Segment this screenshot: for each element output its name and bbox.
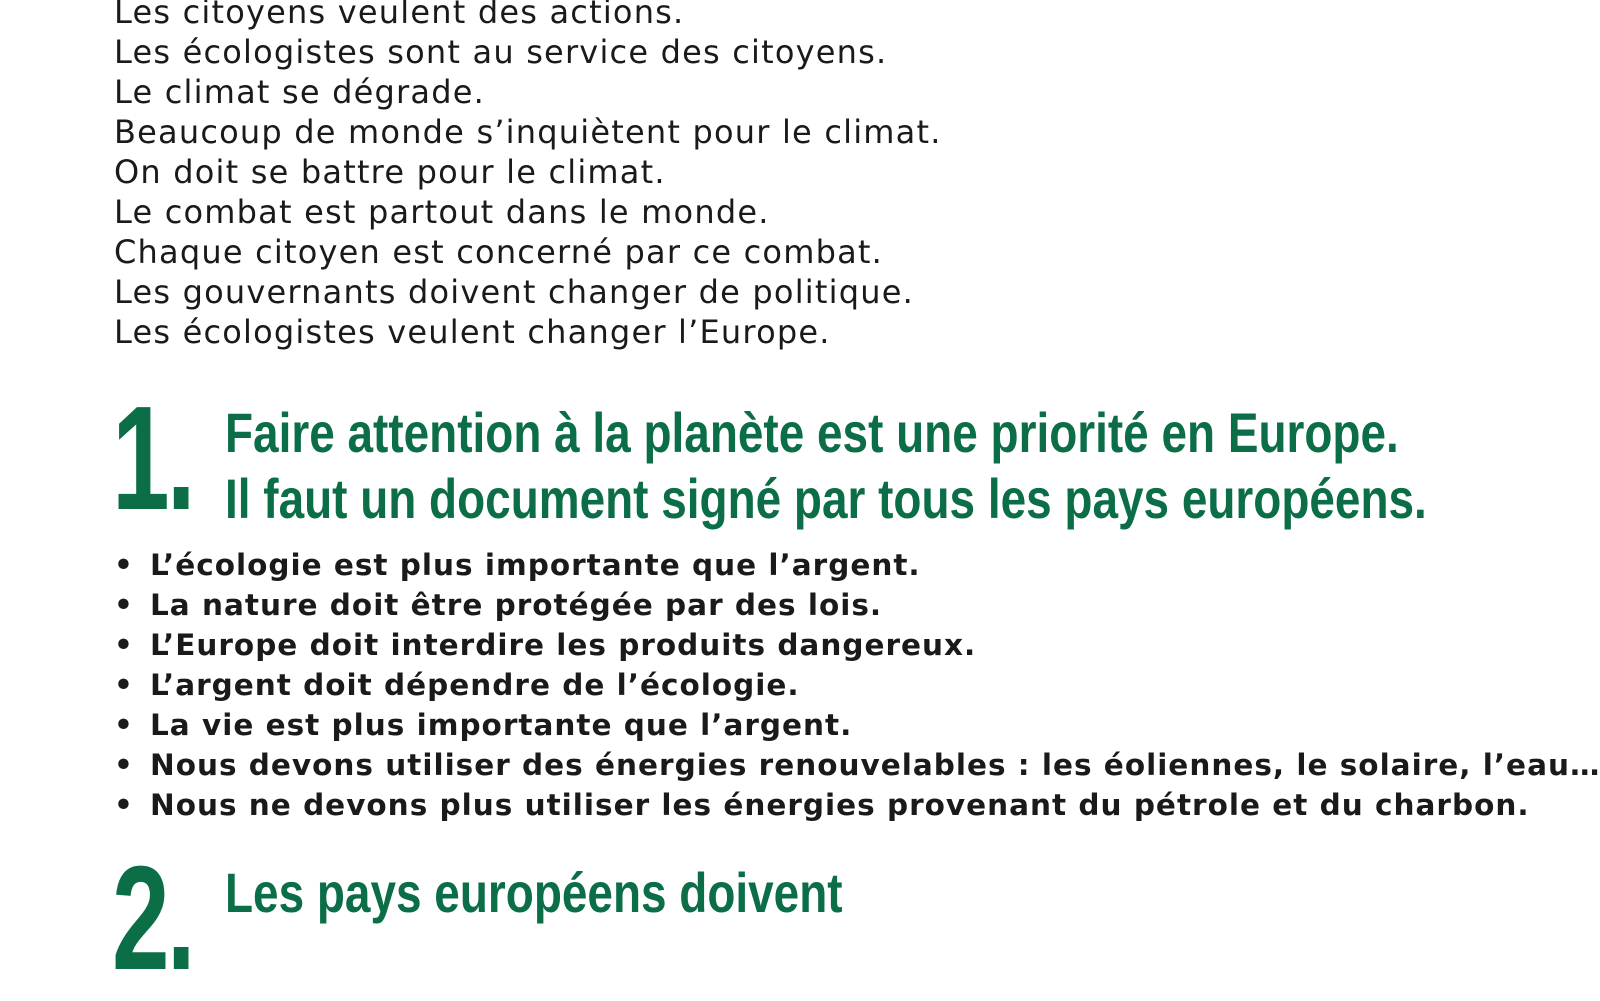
- bullet-icon: •: [114, 748, 134, 782]
- list-item-text: Nous devons utiliser des énergies renouvelables : les éoliennes, le solaire, l’eau…: [150, 748, 1600, 782]
- intro-line: Chaque citoyen est concerné par ce combat.: [114, 233, 884, 271]
- intro-line: Le combat est partout dans le monde.: [114, 193, 770, 231]
- section-number-dot: .: [166, 836, 193, 1001]
- intro-line: Beaucoup de monde s’inquiètent pour le climat.: [114, 113, 942, 151]
- section-heading-line: Faire attention à la planète est une priorité en Europe.: [225, 401, 1399, 464]
- bullet-icon: •: [114, 548, 134, 582]
- list-item-text: L’écologie est plus importante que l’argent.: [150, 548, 921, 582]
- bullet-icon: •: [114, 628, 134, 662]
- intro-line: On doit se battre pour le climat.: [114, 153, 666, 191]
- section-heading: [225, 400, 1427, 532]
- intro-line: Les écologistes veulent changer l’Europe.: [114, 313, 831, 351]
- intro-line: Les gouvernants doivent changer de politique.: [114, 273, 914, 311]
- section-heading-line: Il faut un document signé par tous les pays européens.: [225, 467, 1427, 530]
- list-item: [114, 785, 1600, 825]
- list-item: [114, 585, 1600, 625]
- list-item: [114, 545, 1600, 585]
- bullet-icon: •: [114, 788, 134, 822]
- bullet-icon: •: [114, 668, 134, 702]
- list-item: [114, 745, 1600, 785]
- section-heading: [225, 860, 843, 926]
- list-item-text: La nature doit être protégée par des lois.: [150, 588, 883, 622]
- list-item: [114, 665, 1600, 705]
- intro-lines: [114, 0, 942, 352]
- bullet-icon: •: [114, 708, 134, 742]
- list-item-text: Nous ne devons plus utiliser les énergies provenant du pétrole et du charbon.: [150, 788, 1530, 822]
- section-1-bullet-list: [114, 545, 1600, 825]
- list-item: [114, 705, 1600, 745]
- section-heading-line: Les pays européens doivent: [225, 861, 843, 924]
- section-number: [112, 376, 193, 541]
- list-item-text: L’argent doit dépendre de l’écologie.: [150, 668, 800, 702]
- section-number-digit: 2: [112, 836, 167, 1001]
- list-item-text: L’Europe doit interdire les produits dangereux.: [150, 628, 977, 662]
- intro-line: Les citoyens veulent des actions.: [114, 0, 685, 31]
- list-item: [114, 625, 1600, 665]
- section-number: [112, 836, 193, 1001]
- section-number-digit: 1: [112, 376, 167, 541]
- bullet-icon: •: [114, 588, 134, 622]
- section-number-dot: .: [166, 376, 193, 541]
- list-item-text: La vie est plus importante que l’argent.: [150, 708, 853, 742]
- intro-line: Le climat se dégrade.: [114, 73, 485, 111]
- intro-line: Les écologistes sont au service des citoyens.: [114, 33, 888, 71]
